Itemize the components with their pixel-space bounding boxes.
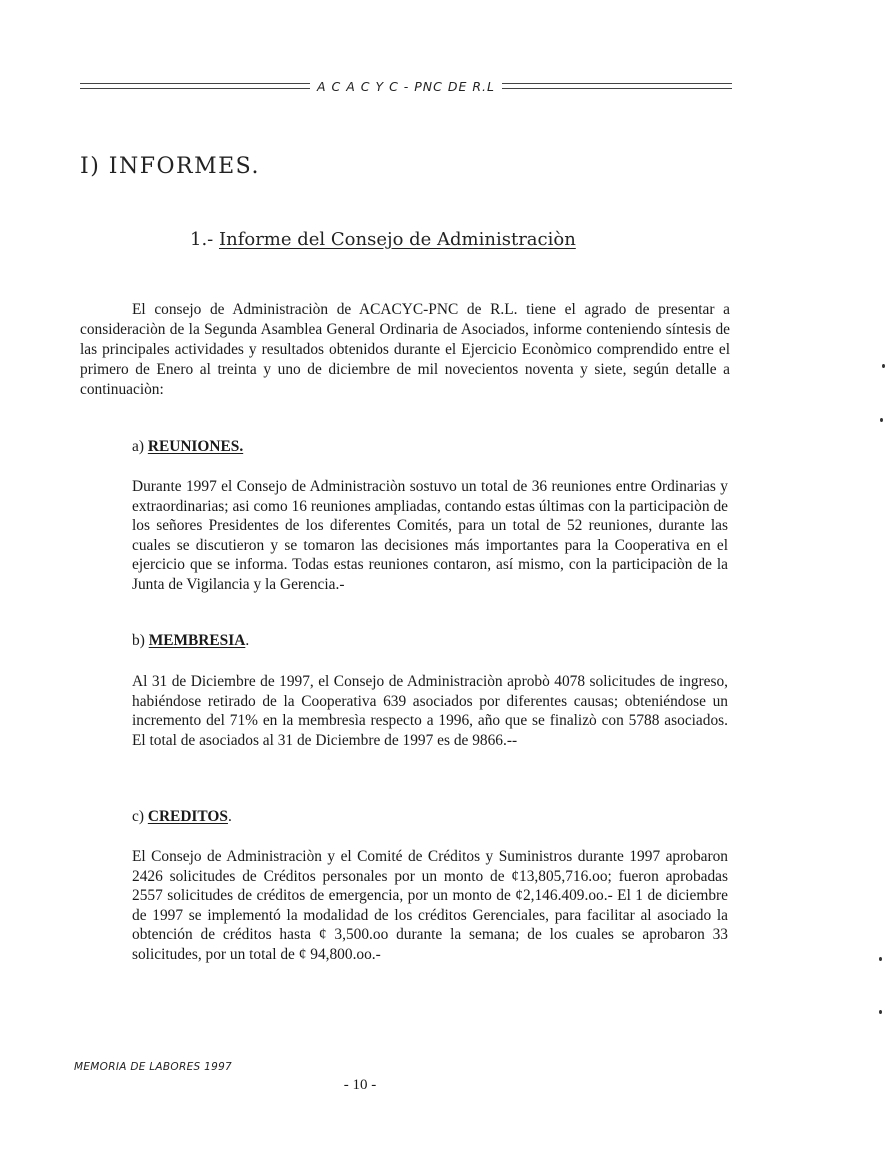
item-body-membresia: Al 31 de Diciembre de 1997, el Consejo de Administraciòn aprobò 4078 solicitudes de ingreso, habiéndose retirado de la Cooperativa 639 asociados por diferentes causas; obteniéndose un incremento del 71% en la membresìa respecto a 1996, año que se finalizò con 5788 asociados. El total de asociados al 31 de Diciembre de 1997 es de 9866.-- (132, 673, 728, 749)
item-letter: b) (132, 632, 145, 649)
header-title: A C A C Y C - PNC DE R.L (317, 78, 495, 94)
scan-speck (879, 957, 882, 961)
section-heading: I) INFORMES. (80, 154, 260, 179)
item-body-reuniones: Durante 1997 el Consejo de Administraciòn sostuvo un total de 36 reuniones entre Ordinarias y extraordinarias; asi como 16 reuniones ampliadas, contando estas últimas con la participaciòn de los señores Presidentes de los diferentes Comités, para un total de 52 reuniones, durante las cuales se discutieron y se tomaron las decisiones más importantes para la Cooperativa en el ejercicio que se informa. Todas estas reuniones contaron, así mismo, con la participaciòn de la Junta de Vigilancia y la Gerencia.- (132, 478, 728, 593)
item-title-suffix: . (227, 808, 232, 825)
item-heading-membresia (132, 632, 249, 650)
scan-speck (879, 1010, 882, 1014)
item-body-creditos: El Consejo de Administraciòn y el Comité de Créditos y Suministros durante 1997 aprobaron 2426 solicitudes de Créditos personales por un monto de ¢13,805,716.oo; fueron aprobadas 2557 solicitudes de créditos de emergencia, por un monto de ¢2,146.409.oo.- El 1 de diciembre de 1997 se implementó la modalidad de los créditos Gerenciales, para facilitar al asociado la obtención de créditos hasta ¢ 3,500.oo durante la semana; de los cuales se aprobaron 33 solicitudes, por un total de ¢ 94,800.oo.- (132, 848, 728, 963)
scan-speck (880, 418, 883, 422)
footer-note: MEMORIA DE LABORES 1997 (74, 1061, 233, 1073)
header-rule-right-line (502, 83, 732, 89)
item-letter: a) (132, 438, 144, 455)
intro-paragraph: El consejo de Administraciòn de ACACYC-PNC de R.L. tiene el agrado de presentar a consideraciòn de la Segunda Asamblea General Ordinaria de Asociados, informe conteniendo síntesis de las principales actividades y resultados obtenidos durante el Ejercicio Econòmico comprendido entre el primero de Enero al treinta y uno de diciembre de mil novecientos noventa y siete, según detalle a continuaciòn: (80, 301, 730, 398)
item-title: MEMBRESIA (148, 632, 246, 649)
subsection-title: Informe del Consejo de Administraciòn (219, 229, 576, 250)
scan-speck (882, 364, 885, 368)
item-letter: c) (132, 808, 144, 825)
header-rule (80, 78, 732, 94)
item-heading-reuniones (132, 438, 243, 456)
header-rule-left-line (80, 83, 310, 89)
item-title-suffix: . (245, 632, 250, 649)
subsection-heading (190, 229, 576, 250)
page-number: - 10 - (343, 1077, 377, 1093)
subsection-number: 1.- (190, 229, 214, 250)
item-title: CREDITOS (147, 808, 228, 825)
item-heading-creditos (132, 808, 232, 826)
item-title: REUNIONES. (147, 438, 244, 455)
